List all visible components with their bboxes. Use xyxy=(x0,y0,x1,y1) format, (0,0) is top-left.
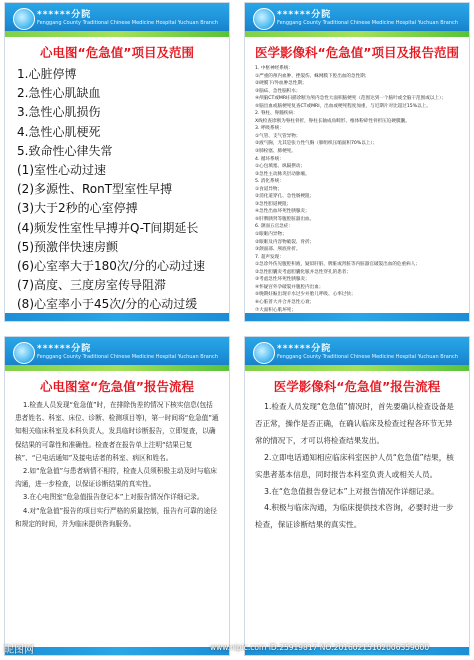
header-stripe xyxy=(5,365,229,371)
list-item: ①气管、支气管异物； xyxy=(255,133,301,139)
panel-header xyxy=(245,337,469,371)
list-item: (4)频发性室性早搏并Q-T间期延长 xyxy=(17,220,199,235)
list-item: 4. 循环系统： xyxy=(255,156,284,162)
list-item: 3.急性心肌损伤 xyxy=(17,105,101,120)
procedure-paragraph: 3.在“危急值报告登记本”上对报告情况作详细记录。 xyxy=(264,486,439,496)
header-stripe xyxy=(5,31,229,37)
procedure-paragraph: 3.在心电图室“危急值报告登记本”上对报告情况作详细记录。 xyxy=(23,493,204,502)
panel-title: 医学影像科“危急值”项目及报告范围 xyxy=(255,45,459,60)
panel-header xyxy=(245,3,469,37)
list-item: (1)室性心动过速 xyxy=(17,163,106,178)
list-item: (7)高度、三度房室传导阻滞 xyxy=(17,278,166,293)
list-item: ②急性主动脉夹层动脉瘤。 xyxy=(255,171,310,177)
list-item: ③急性胆道梗阻； xyxy=(255,201,292,207)
list-item: ①食道异物； xyxy=(255,186,283,192)
panel-footer-bar xyxy=(245,313,469,321)
procedure-paragraph: 4.对“危急值”报告的项目实行严格的质量控制，报告有可靠的途径和规定的时间，并为临床提供咨询服务。 xyxy=(15,506,217,528)
list-item: ④颅脑CT或MRI扫描诊断为颅内急性大面积脑梗死（范围达到一个脑叶或全脑干范围或以上）； xyxy=(255,96,446,102)
list-item: ①急诊外伤见腹腔积液，疑似肝脏、脾脏或肾脏等内脏器官破裂出血的危重病人； xyxy=(255,262,420,268)
brand-name: ******分院 xyxy=(37,10,92,20)
list-item: ②硬膜下/外血肿急性期； xyxy=(255,81,307,87)
list-item: ②消化道穿孔、急性肠梗阻； xyxy=(255,194,315,200)
procedure-paragraph: 4.积极与临床沟通，为临床提供技术咨询，必要时进一步检查，保证诊断结果的真实性。 xyxy=(255,503,454,530)
watermark-right: www.nipic.com ID:25919817 NO:20160215102006359000 xyxy=(210,643,430,652)
hospital-logo-icon xyxy=(253,342,275,364)
hospital-logo-icon xyxy=(13,342,35,364)
procedure-paragraph: 1.检查人员发现“危急值”时，在排除伪差的情况下核实信息(包括患者姓名、科室、床位、诊断、检测项目等)，第一时间将“危急值”通知相关临床科室及本科负责人，发具临时诊断报告，立即复查，以确保结果的可靠性和准确性。检查者在报告单上注明“结果已复核”、“已电话通知”及接电话者的科室、病区和姓名。 xyxy=(15,401,219,462)
imaging-critical-value-range-panel xyxy=(244,2,470,322)
list-item: ②急性胆囊炎考虑胆囊化脓并急性穿孔的患者； xyxy=(255,269,351,275)
panel-header xyxy=(5,337,229,371)
ecg-report-procedure-panel xyxy=(4,336,230,656)
list-item: ⑦大面积心肌坏死； xyxy=(255,307,296,313)
list-item: ⑤脑出血或脑梗死复查CT或MRI，出血或梗死程度加重，与近期片对比超过15%以上。 xyxy=(255,103,431,109)
list-item: ③肺栓塞、肺梗死。 xyxy=(255,149,296,155)
list-item: ⑤肝脾胰肾等腹腔脏器出血。 xyxy=(255,216,315,222)
procedure-text xyxy=(5,399,229,531)
list-item: 1.心脏停博 xyxy=(17,67,77,81)
list-item: 7. 超声发现： xyxy=(255,254,284,260)
panel-footer-bar xyxy=(5,313,229,321)
imaging-report-procedure-panel xyxy=(244,336,470,656)
list-item: (3)大于2秒的心室停搏 xyxy=(17,201,138,216)
list-item: 5.致命性心律失常 xyxy=(17,143,113,158)
brand-name: ******分院 xyxy=(37,344,92,354)
brand-subtitle: Fenggang County Traditional Chinese Medicine Hospital Yuchuan Branch xyxy=(277,354,458,360)
header-stripe xyxy=(245,365,469,371)
panel-footer-bar xyxy=(5,647,229,655)
ecg-critical-value-range-panel xyxy=(4,2,230,322)
brand-subtitle: Fenggang County Traditional Chinese Medicine Hospital Yuchuan Branch xyxy=(37,20,218,26)
list-item: ④急性出血坏死性胰腺炎； xyxy=(255,209,310,215)
list-item: 2.急性心肌缺血 xyxy=(17,86,101,101)
procedure-paragraph: 1.检查人员发现“危急值”情况时，首先要确认检查设备是否正常，操作是否正确，在确认临床及检查过程各环节无异常的情况下，才可以将检查结果发出。 xyxy=(255,402,454,445)
list-item: ②液气胸，尤其是张力性气胸（肺组织压缩面积70%以上）； xyxy=(255,141,378,147)
list-item: 6. 颌面五官急症： xyxy=(255,224,294,230)
list-item: ①眼眶内异物； xyxy=(255,232,287,238)
hospital-logo-icon xyxy=(13,8,35,30)
range-list xyxy=(245,65,469,322)
list-item: 4.急性心肌梗死 xyxy=(17,124,101,139)
list-item: 2. 脊柱、脊髓疾病： xyxy=(255,111,298,117)
range-list xyxy=(5,65,229,315)
procedure-paragraph: 2.立即电话通知相应临床科室医护人员“危急值”结果，核实患者基本信息，同时报告本科室负责人或相关人员。 xyxy=(255,452,454,479)
list-item: ⑤晚期妊娠出现羊水过少并胎儿呼吸、心率过快； xyxy=(255,292,356,298)
brand-name: ******分院 xyxy=(277,10,332,20)
procedure-paragraph: 2.如“危急值”与患者病情不相符，检查人员须积极主动及时与临床沟通，进一步检查，以保证诊断结果的真实性。 xyxy=(15,467,217,489)
list-item: (8)心室率小于45次/分的心动过缓 xyxy=(17,297,198,312)
procedure-text xyxy=(245,399,469,534)
list-item: (6)心室率大于180次/分的心动过速 xyxy=(17,259,205,274)
list-item: 3. 呼吸系统： xyxy=(255,126,284,132)
list-item: ④怀疑宫外孕破裂并腹腔内出血； xyxy=(255,284,324,290)
panel-title: 心电图室“危急值”报告流程 xyxy=(40,379,194,394)
panel-title: 心电图“危急值”项目及范围 xyxy=(40,45,194,60)
list-item: ①心包填塞、纵隔摆动； xyxy=(255,164,306,170)
panel-title: 医学影像科“危急值”报告流程 xyxy=(273,379,441,394)
list-item: ②眼眶及内容物破裂、骨折； xyxy=(255,239,315,245)
list-item: ③颌面部、颅底骨折。 xyxy=(255,247,301,253)
list-item: 1. 中枢神经系统： xyxy=(255,66,294,71)
watermark-left: 昵图网 xyxy=(4,645,34,656)
panel-header xyxy=(5,3,229,37)
brand-subtitle: Fenggang County Traditional Chinese Medicine Hospital Yuchuan Branch xyxy=(277,20,458,26)
list-item: ⑥心脏普大并合并急性心衰； xyxy=(255,299,315,305)
list-item: (5)预激伴快速房颤 xyxy=(17,239,118,254)
list-item: ③考虑急性坏死性胰腺炎； xyxy=(255,277,310,283)
list-item: X线检查诊断为脊柱骨折，脊柱长轴成角畸形、椎体粉碎性骨折压迫硬膜囊。 xyxy=(255,118,410,124)
list-item: (2)多源性、RonT型室性早搏 xyxy=(17,182,173,197)
list-item: ①严重的颅内血肿、挫裂伤、蛛网膜下腔出血的急性期； xyxy=(255,73,370,79)
brand-subtitle: Fenggang County Traditional Chinese Medicine Hospital Yuchuan Branch xyxy=(37,354,218,360)
hospital-logo-icon xyxy=(253,8,275,30)
list-item: 5. 消化系统： xyxy=(255,179,284,185)
header-stripe xyxy=(245,31,469,37)
list-item: ③脑疝、急性脑积水； xyxy=(255,88,301,94)
brand-name: ******分院 xyxy=(277,344,332,354)
